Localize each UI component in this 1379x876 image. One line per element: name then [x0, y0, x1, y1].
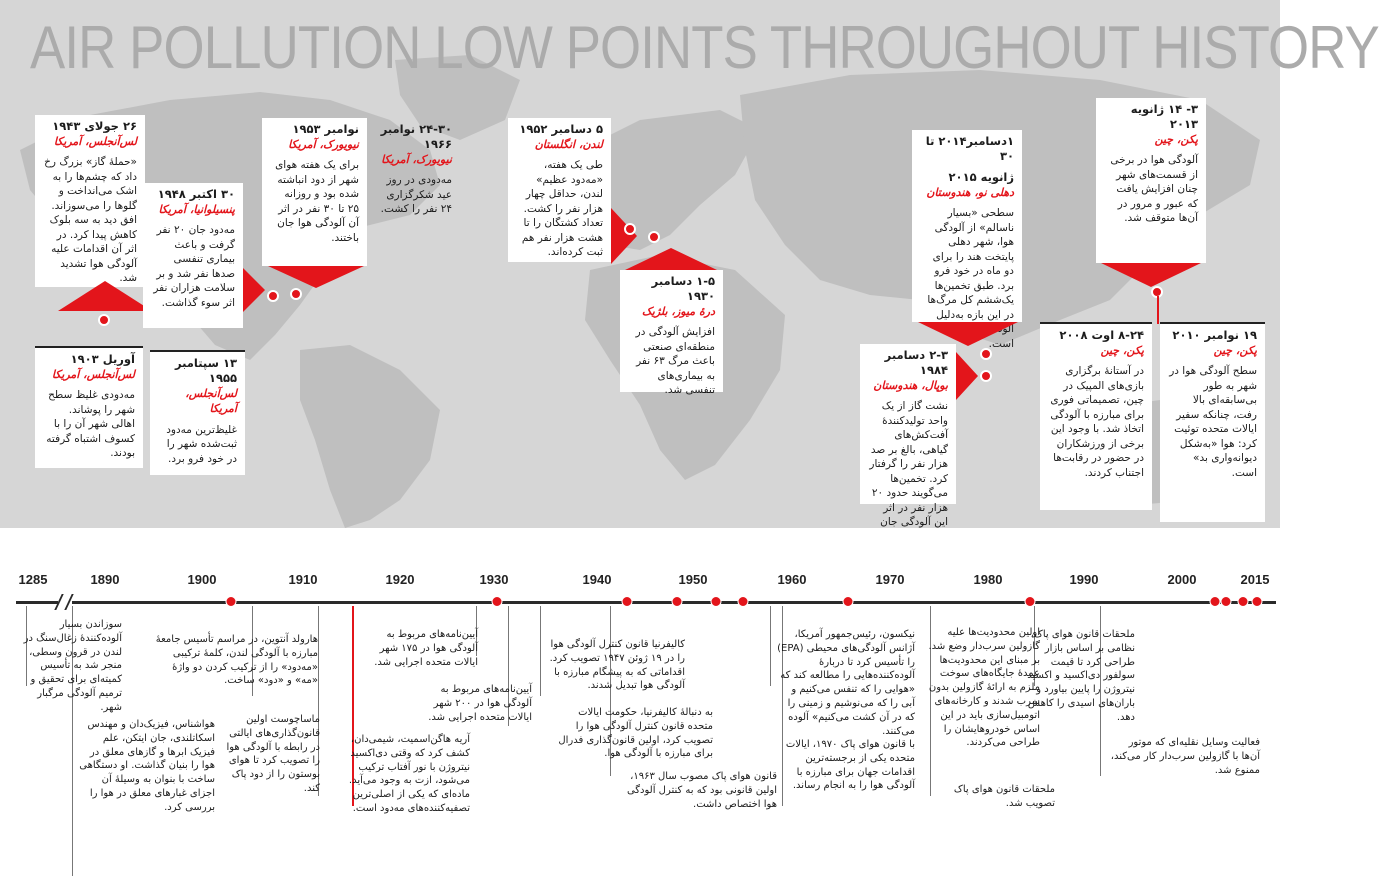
card-belgium-1930 — [620, 270, 723, 397]
card-pointer — [1101, 263, 1201, 287]
timeline-marker-2008 — [1210, 596, 1221, 607]
year-1285: 1285 — [18, 572, 48, 587]
card-desc: در آستانهٔ برگزاری بازی‌های المپیک در چین، تصمیماتی فوری برای مبارزه با آلودگی اتخاذ شد. با وجود این برخی از ورزشکاران در حضور در رقابت‌ها اجتناب کردند. — [1050, 365, 1144, 479]
year-1940: 1940 — [582, 572, 612, 587]
card-date: نوامبر ۱۹۵۳ — [292, 122, 359, 136]
card-delhi-2014 — [912, 130, 1022, 350]
event-1963: قانون هوای پاک مصوب سال ۱۹۶۳، اولین قانونی بود که به کنترل آلودگی هوا اختصاص داشت. — [626, 771, 777, 810]
card-desc: آلودگی هوا در برخی از قسمت‌های شهر چنان افزایش یافت که عبور و مرور در آن‌ها متوقف شد. — [1110, 154, 1198, 225]
card-date-1: ۱دسامبر۲۰۱۴ تا ۳۰ — [925, 134, 1014, 163]
card-place: لس‌آنجلس، آمریکا — [185, 386, 237, 416]
location-dot-london — [624, 223, 636, 235]
timeline-marker-1905 — [226, 596, 237, 607]
year-1960: 1960 — [777, 572, 807, 587]
card-desc: برای یک هفته هوای شهر از دود انباشته شده بود و روزانه ۲۵ تا ۳۰ نفر در اثر آن آلودگی هوا جان باختند. — [275, 159, 359, 244]
card-place: دهلی نو، هندوستان — [926, 185, 1014, 199]
event-1912: ماساچوست اولین قانون‌گذاری‌های ایالتی در رابطه با آلودگی هوا را تصویب کرد تا هوای بوستون را از دود پاک کند. — [226, 714, 320, 794]
event-1947: کالیفرنیا قانون کنترل آلودگی هوا را در ۱۹ ژوئن ۱۹۴۷ تصویب کرد. اقداماتی که به پیشگام مبارزه با آلودگی هوا تبدیل شدند. — [549, 639, 685, 692]
card-pointer — [243, 268, 265, 312]
south-america-shape — [300, 345, 440, 528]
card-desc: مه‌دودی غلیظ سطح شهر را پوشاند. اهالی شهر آن را با کسوف اشتباه گرفته بودند. — [46, 389, 135, 460]
timeline-marker-2010 — [1221, 596, 1232, 607]
card-date: آوریل ۱۹۰۳ — [70, 352, 135, 366]
card-ny-1953 — [262, 118, 367, 266]
year-1970: 1970 — [875, 572, 905, 587]
event-1920: آیین‌نامه‌های مربوط به آلودگی هوا در ۱۷۵ شهر ایالات متحده اجرایی شد. — [374, 629, 478, 668]
card-pa-1948 — [143, 183, 243, 328]
card-place: لس‌آنجلس، آمریکا — [53, 134, 137, 148]
card-date: ۲-۳ دسامبر ۱۹۸۴ — [884, 348, 948, 377]
event-1915: آریه هاگن‌اسمیت، شیمی‌دان، کشف کرد که وقتی دی‌اکسید نیتروژن با نور آفتاب ترکیب می‌شود، ازت به وجود می‌آید. ماده‌ای که یکی از اصلی‌ترین تصفیه‌کننده‌های مه‌دود است. — [348, 734, 470, 814]
card-beijing-2010 — [1160, 322, 1265, 522]
timeline-marker-1955 — [738, 596, 749, 607]
event-1955: به دنبالهٔ کالیفرنیا، حکومت ایالات متحده قانون کنترل آلودگی هوا را تصویب کرد، اولین قانون‌گذاری فدرال برای مبارزه با آلودگی هوا. — [558, 707, 713, 760]
year-1900: 1900 — [187, 572, 217, 587]
card-desc: سطحی «بسیار ناسالم» از آلودگی هوا، شهر دهلی پایتخت هند را برای دو ماه در خود فرو برد. طبق تخمین‌ها یک‌ششم کل مرگ‌ها در این بازه به‌دلیل آلودگی هوا بوده است. — [927, 207, 1014, 350]
event-1970b: با قانون هوای پاک ۱۹۷۰، ایالات متحده یکی از برجسته‌ترین اقدامات جهان برای مبارزه با آلودگی هوا را به انجام رساند. — [785, 739, 915, 792]
page-title: AIR POLLUTION LOW POINTS THROUGHOUT HISTORY — [30, 14, 1379, 81]
card-date: ۵ دسامبر ۱۹۵۲ — [519, 122, 603, 136]
event-2000: فعالیت وسایل نقلیه‌ای که موتور آن‌ها با گازولین سرب‌دار کار می‌کند، ممنوع شد. — [1110, 737, 1260, 776]
event-connector — [770, 606, 771, 686]
year-1910: 1910 — [288, 572, 318, 587]
card-desc: نشت گاز از یک واحد تولیدکنندهٔ آفت‌کش‌های گیاهی، بالغ بر صد هزار نفر را گرفتار کرد. تخمین‌ها می‌گویند حدود ۲۰ هزار نفر در اثر این آلودگی جان — [869, 400, 948, 529]
card-date: ۳۰ اکتبر ۱۹۴۸ — [157, 187, 235, 201]
event-1905: هارولد آنتوین، در مراسم تأسیس جامعهٔ مبارزه با آلودگی لندن، کلمهٔ ترکیبی «مه‌دود» را از ترکیب کردن دو واژهٔ «مه» و «دود» ساخت. — [155, 634, 318, 687]
year-2000: 2000 — [1167, 572, 1197, 587]
card-pointer — [268, 266, 364, 288]
card-place: نیویورک، آمریکا — [288, 137, 359, 151]
card-desc: غلیظ‌ترین مه‌دود ثبت‌شده شهر را در خود فرو برد. — [166, 423, 237, 465]
card-date: ۲۴-۳۰ نوامبر ۱۹۶۶ — [380, 122, 452, 151]
card-place: درهٔ میوز، بلژیک — [641, 304, 715, 318]
card-date: ۲۶ جولای ۱۹۴۳ — [52, 119, 137, 133]
event-1990: ملحقات قانون هوای پاک، نظامی بر اساس بازار طراحی کرد تا قیمت سولفور دی‌اکسید و اکسید نیتروژن را پایین بیاورد و باران‌های اسیدی را کاهش دهد. — [1027, 629, 1135, 723]
year-1980: 1980 — [973, 572, 1003, 587]
event-1977: ملحقات قانون هوای پاک تصویب شد. — [953, 784, 1055, 809]
card-place: پکن، چین — [1154, 132, 1198, 146]
event-1890: هواشناس، فیزیک‌دان و مهندس اسکاتلندی، جان ایتکن، علم فیزیک ابرها و گازهای معلق در هوا را بنیان گذاشت. او دستگاهی ساخت با بنوان به وسیلهٔ آن اجزای غبارهای معلق در هوا را بررسی کرد. — [79, 719, 215, 813]
card-place: لس‌آنجلس، آمریکا — [51, 367, 135, 381]
card-date: ۱۹ نوامبر ۲۰۱۰ — [1172, 328, 1257, 342]
timeline-marker-1966 — [843, 596, 854, 607]
location-dot-la — [98, 314, 110, 326]
card-pointer — [625, 248, 717, 270]
card-pointer — [956, 352, 978, 400]
card-la-1943 — [35, 115, 145, 287]
card-pointer — [918, 322, 1018, 346]
card-desc: «حملهٔ گاز» بزرگ رخ داد که چشم‌ها را به اشک می‌انداخت و گلوها را می‌سوزاند. افق دید به سه بلوک کاهش پیدا کرد. در اثر آن اقدامات علیه آلودگی هوا تشدید شد. — [44, 156, 137, 285]
location-dot-delhi — [980, 348, 992, 360]
card-bhopal-1984 — [860, 344, 956, 529]
card-desc: طی یک هفته، «مه‌دود عظیم» لندن، حداقل چهار هزار نفر را کشت. تعداد کشتگان را تا هشت هزار نفر هم ثبت کرده‌اند. — [521, 159, 603, 259]
card-place: پکن، چین — [1213, 343, 1257, 357]
card-desc: مه‌دود جان ۲۰ نفر گرفت و باعث بیماری تنفسی صدها نفر شد و بر سلامت هزاران نفر اثر سوء گذاشت. — [153, 224, 235, 309]
timeline-marker-1943 — [622, 596, 633, 607]
card-desc: سطح آلودگی هوا در شهر به‌ طور بی‌سابقه‌ای بالا رفت، چنانکه سفیر ایالات متحده توئیت کرد: هوا «به‌شکل دیوانه‌واری بد» است. — [1169, 365, 1257, 479]
card-place: نیویورک، آمریکا — [381, 152, 452, 166]
location-dot-ny — [290, 288, 302, 300]
card-la-1903 — [35, 346, 143, 468]
event-1975: اولین محدودیت‌ها علیه گازولین سرب‌دار وضع شد. بر مبنای این محدودیت‌ها عمدهٔ جایگاه‌های سوخت ملزم به ارائهٔ گازولین بدون سرب شدند و کارخانه‌های اتومبیل‌سازی باید در این اساس خودروهایشان را طراحی می‌کردند. — [928, 627, 1040, 749]
card-ny-1966 — [370, 118, 460, 218]
card-place: پنسیلوانیا، آمریکا — [158, 202, 235, 216]
card-place: لندن، انگلستان — [534, 137, 603, 151]
card-date: ۳- ۱۴ ژانویه ۲۰۱۳ — [1130, 102, 1198, 131]
card-connector — [1157, 296, 1159, 324]
card-beijing-2008 — [1040, 322, 1152, 510]
card-place: پکن، چین — [1100, 343, 1144, 357]
timeline-axis — [16, 601, 1276, 604]
timeline-marker-2013 — [1238, 596, 1249, 607]
timeline-marker-2015 — [1252, 596, 1263, 607]
card-date: ۸-۲۴ اوت ۲۰۰۸ — [1059, 328, 1144, 342]
card-date-2: ژانویه ۲۰۱۵ — [948, 169, 1014, 184]
timeline-marker-1952 — [711, 596, 722, 607]
year-1950: 1950 — [678, 572, 708, 587]
card-place: بوپال، هندوستان — [873, 378, 948, 392]
timeline — [0, 528, 1280, 832]
card-desc: افزایش آلودگی در منطقه‌ای صنعتی باعث مرگ ۶۳ نفر به بیماری‌های تنفسی شد. — [635, 326, 715, 397]
year-1990: 1990 — [1069, 572, 1099, 587]
event-1970: نیکسون، رئیس‌جمهور آمریکا، آژانس آلودگی‌های محیطی (EPA) را تأسیس کرد تا دربارهٔ آلوده‌کننده‌هایی را مطالعه کند که «هوایی را که تنفس می‌کنیم و آبی را که می‌نوشیم و زمینی را که در آن کشت می‌کنیم» آلوده می‌کنند. — [777, 629, 915, 737]
timeline-marker-1948 — [672, 596, 683, 607]
location-dot-belgium — [648, 231, 660, 243]
card-pointer — [58, 281, 152, 311]
year-1920: 1920 — [385, 572, 415, 587]
card-date: ۱-۵ دسامبر ۱۹۳۰ — [651, 274, 715, 303]
card-date: ۱۳ سپتامبر ۱۹۵۵ — [174, 356, 237, 385]
card-london-1952 — [508, 118, 611, 262]
event-1930: آیین‌نامه‌های مربوط به آلودگی هوا در ۲۰۰ شهر ایالات متحده اجرایی شد. — [428, 684, 532, 723]
event-1285: سوزاندن بسیار آلوده‌کنندهٔ زغال‌سنگ در لندن در قرون وسطی، منجر شد به تأسیس کمیته‌ای برای تحقیق و ترمیم آلودگی مرگبار شهر. — [23, 619, 122, 713]
timeline-marker-1930 — [492, 596, 503, 607]
location-dot-bhopal — [980, 370, 992, 382]
card-la-1955 — [150, 350, 245, 475]
year-2015: 2015 — [1240, 572, 1270, 587]
location-dot-pa — [267, 290, 279, 302]
card-beijing-2013 — [1096, 98, 1206, 263]
year-1930: 1930 — [479, 572, 509, 587]
card-desc: مه‌دودی در روز عید شکرگزاری ۲۴ نفر را کشت. — [380, 174, 452, 216]
year-1890: 1890 — [90, 572, 120, 587]
